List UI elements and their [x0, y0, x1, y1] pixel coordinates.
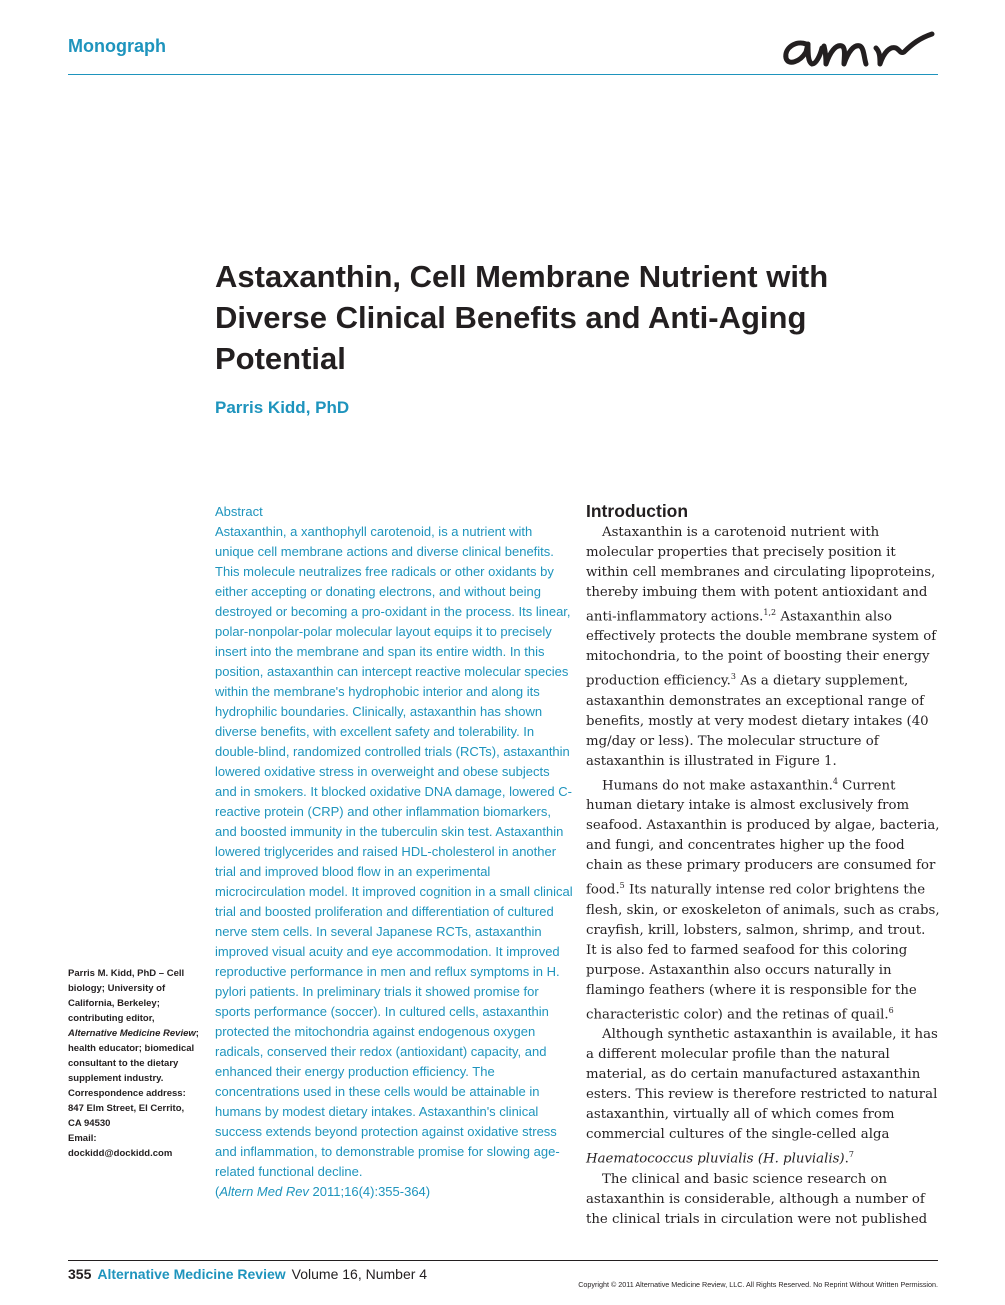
- affiliation-journal: Alternative Medicine Review: [68, 1028, 196, 1039]
- section-label: Monograph: [68, 36, 166, 56]
- header-rule: [68, 74, 938, 75]
- citation-open: (: [215, 1184, 220, 1199]
- intro-paragraph-2: [586, 772, 940, 1025]
- affiliation-text-before: Parris M. Kidd, PhD – Cell biology; University of California, Berkeley; contributing editor,: [68, 968, 185, 1024]
- ref-4: 4: [832, 776, 838, 786]
- author-name: Parris Kidd, PhD: [215, 398, 350, 417]
- introduction-heading: Introduction: [586, 501, 689, 521]
- abstract-citation: [215, 1182, 573, 1202]
- abstract-body: Astaxanthin, a xanthophyll carotenoid, is a nutrient with unique cell membrane actions and diverse clinical benefits. This molecule neutralizes free radicals or other oxidants by either accepting or donating electrons, and without being destroyed or becoming a pro-oxidant in the process. Its linear, polar-nonpolar-polar molecular layout equips it to precisely insert into the membrane and span its entire width. In this position, astaxanthin can intercept reactive molecular species within the membrane's hydrophobic interior and along its hydrophilic boundaries. Clinically, astaxanthin has shown diverse benefits, with excellent safety and tolerability. In double-blind, randomized controlled trials (RCTs), astaxanthin lowered oxidative stress in overweight and obese subjects and in smokers. It blocked oxidative DNA damage, lowered C-reactive protein (CRP) and other inflammation biomarkers, and boosted immunity in the tuberculin skin test. Astaxanthin lowered triglycerides and raised HDL-cholesterol in another trial and improved blood flow in an experimental microcirculation model. It improved cognition in a small clinical trial and boosted proliferation and differentiation of cultured nerve stem cells. In several Japanese RCTs, astaxanthin improved visual acuity and eye accommodation. It improved reproductive performance in men and reflux symptoms in H. pylori patients. In preliminary trials it showed promise for sports performance (soccer). In cultured cells, astaxanthin protected the mitochondria against endogenous oxygen radicals, conserved their redox (antioxidant) capacity, and enhanced their energy production efficiency. The concentrations used in these cells would be attainable in humans by modest dietary intakes. Astaxanthin's clinical success extends beyond protection against oxidative stress and inflammation, to demonstrable promise for slowing age-related functional decline.: [215, 524, 573, 1179]
- footer-volume: Volume 16, Number 4: [291, 1266, 428, 1282]
- address-line2: CA 94530: [68, 1118, 111, 1129]
- author-affiliation: [68, 966, 201, 1161]
- intro-p3-species: Haematococcus pluvialis (H. pluvialis): [586, 1151, 845, 1167]
- intro-p3-text-b: .: [844, 1151, 849, 1167]
- citation-journal: Altern Med Rev: [219, 1184, 309, 1199]
- email: Email: dockidd@dockidd.com: [68, 1133, 173, 1159]
- affiliation-text-after: ; health educator; biomedical consultant to the dietary supplement industry.: [68, 1028, 199, 1084]
- copyright-notice: Copyright © 2011 Alternative Medicine Review, LLC. All Rights Reserved. No Reprint Without Written Permission.: [578, 1280, 938, 1289]
- ref-6: 6: [888, 1005, 894, 1015]
- ref-1-2: 1,2: [763, 608, 777, 617]
- introduction-section: [586, 500, 940, 1230]
- intro-p3-text: Although synthetic astaxanthin is available, it has a different molecular profile than the natural material, as do certain manufactured astaxanthin esters. This review is therefore restricted to natural astaxanthin, virtually all of which comes from commercial cultures of the single-celled alga: [586, 1027, 938, 1143]
- footer-rule: [68, 1260, 938, 1261]
- article-title: Astaxanthin, Cell Membrane Nutrient with Diverse Clinical Benefits and Anti-Aging Potential: [215, 259, 829, 376]
- intro-paragraph-4: The clinical and basic science research on astaxanthin is considerable, although a number of the clinical trials in circulation were not published: [586, 1171, 928, 1227]
- footer-journal-name: Alternative Medicine Review: [97, 1266, 286, 1282]
- ref-5: 5: [619, 881, 625, 891]
- intro-paragraph-1: [586, 523, 940, 772]
- intro-p1-text: Astaxanthin is a carotenoid nutrient with molecular properties that precisely position it within cell membranes and circulating lipoproteins, thereby imbuing them with potent antioxidant and anti-inflammatory actions.: [586, 525, 936, 625]
- abstract: [215, 502, 573, 1202]
- intro-p2-text-c: Its naturally intense red color brightens the flesh, skin, or exoskeleton of animals, such as crabs, crayfish, krill, lobsters, salmon, shrimp, and trout. It is also fed to farmed seafood for this coloring purpose. Astaxanthin also occurs naturally in flamingo feathers (where it is responsible for the characteristic color) and the retinas of quail.: [586, 882, 940, 1023]
- page-number: 355: [68, 1266, 92, 1282]
- journal-logo: [778, 14, 938, 74]
- footer: [68, 1266, 427, 1282]
- intro-p1-text-b: Astaxanthin also effectively protects the double membrane system of mitochondria, to the point of boosting their energy production efficiency.: [586, 609, 937, 689]
- ref-3: 3: [730, 672, 737, 682]
- address-line1: 847 Elm Street, El Cerrito,: [68, 1103, 185, 1114]
- ref-7: 7: [848, 1150, 854, 1160]
- intro-p2-text-b: Current human dietary intake is almost exclusively from seafood. Astaxanthin is produced by algae, bacteria, and fungi, and concentrates higher up the food chain as these primary producers are consumed for food.: [586, 778, 940, 898]
- intro-p2-text: Humans do not make astaxanthin.: [602, 778, 833, 794]
- address-label: Correspondence address:: [68, 1088, 186, 1099]
- intro-paragraph-3: [586, 1025, 940, 1169]
- abstract-heading: Abstract: [215, 504, 263, 519]
- citation-detail: 2011;16(4):355-364): [308, 1184, 431, 1199]
- intro-p1-text-c: As a dietary supplement, astaxanthin demonstrates an exceptional range of benefits, mostly at very modest dietary intakes (40 mg/day or less). The molecular structure of astaxanthin is illustrated in Figure 1.: [586, 673, 929, 769]
